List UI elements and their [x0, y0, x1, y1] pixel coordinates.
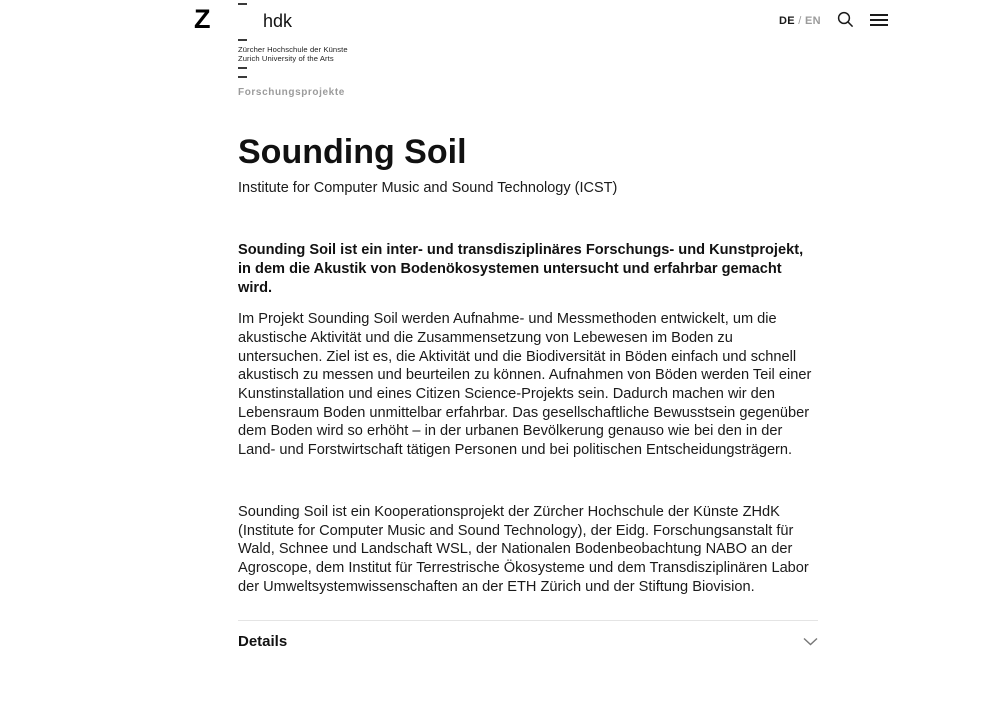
search-button[interactable]	[837, 11, 854, 31]
logo-dash	[238, 39, 247, 41]
logo-dash	[238, 67, 247, 69]
body-paragraph-1: Im Projekt Sounding Soil werden Aufnahme- und Messmethoden entwickelt, um die akustische Aktivität und die Zusammensetzung von Lebewesen im Boden zu untersuchen. Ziel ist es, die Aktivität und die Biodiversität in Böden einfach und schnell akustisch zu messen und beurteilen zu können. Aufnahmen von Böden werden Teil einer Kunstinstallation und eines Citizen Science-Projekts sein. Dadurch machen wir den Lebensraum Boden unmittelbar erfahrbar. Das gesellschaftliche Bewusstsein gegenüber dem Boden wird so erhöht – in der urbanen Bevölkerung genauso wie bei den in der Land- und Forstwirtschaft tätigen Personen und bei politischen Entscheidungsträgern.	[238, 311, 812, 459]
main-content	[238, 132, 818, 650]
logo-hdk-text: hdk	[263, 11, 293, 31]
language-switcher	[779, 15, 821, 27]
logo-dash	[238, 76, 247, 78]
institute-subtitle: Institute for Computer Music and Sound Technology (ICST)	[238, 180, 618, 197]
search-icon	[837, 11, 854, 31]
body-paragraph-2: Sounding Soil ist ein Kooperationsprojekt der Zürcher Hochschule der Künste ZHdK (Institute for Computer Music and Sound Technology), der Eidg. Forschungsanstalt für Wald, Schnee und Landschaft WSL, der Nationalen Bodenbeobachtung NABO an der Agroscope, dem Institut für Terrestrische Ökosysteme und dem Transdisziplinären Labor der Umweltsystemwissenschaften an der ETH Zürich und der Stiftung Biovision.	[238, 503, 809, 595]
zhdk-logo-block[interactable]	[238, 3, 348, 78]
hamburger-menu-icon	[870, 13, 888, 30]
lead-paragraph: Sounding Soil ist ein inter- und transdisziplinäres Forschungs- und Kunstprojekt, in dem die Akustik von Bodenökosystemen untersucht und erfahrbar gemacht wird.	[238, 242, 804, 296]
chevron-down-icon	[803, 637, 818, 646]
lang-separator: /	[798, 15, 802, 27]
breadcrumb-forschungsprojekte[interactable]: Forschungsprojekte	[238, 87, 345, 98]
top-nav	[779, 11, 888, 31]
menu-button[interactable]	[870, 13, 888, 30]
details-accordion-toggle[interactable]	[238, 620, 818, 650]
logo-dash	[238, 3, 247, 5]
zhdk-z-logo[interactable]: Z	[194, 4, 210, 34]
lang-de-link[interactable]: DE	[779, 15, 795, 27]
lang-en-link[interactable]: EN	[804, 15, 821, 27]
details-label: Details	[238, 633, 288, 651]
page-title: Sounding Soil	[238, 133, 467, 171]
logo-subline-en: Zurich University of the Arts	[238, 54, 334, 63]
logo-subline-de: Zürcher Hochschule der Künste	[238, 45, 348, 54]
